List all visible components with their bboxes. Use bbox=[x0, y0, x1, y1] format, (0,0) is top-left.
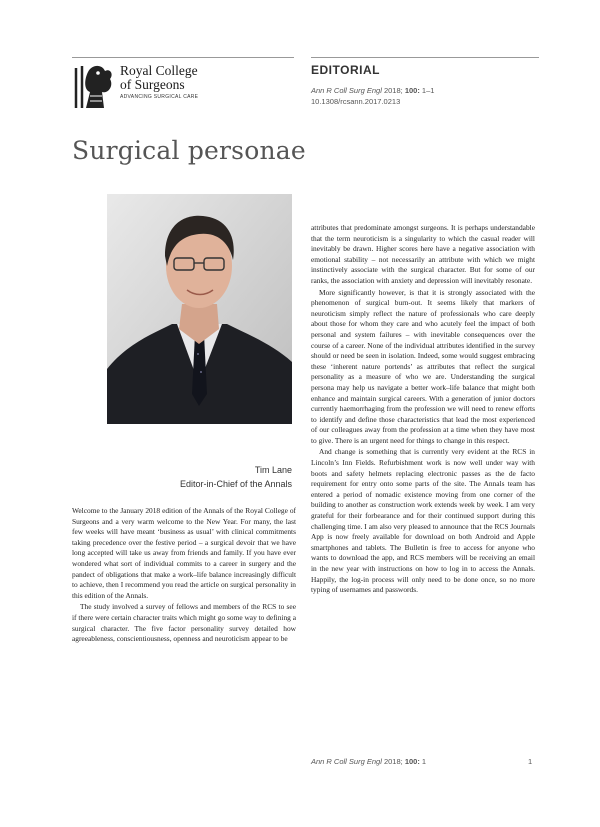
header-rule-left bbox=[72, 57, 294, 58]
cite-year: 2018; bbox=[381, 86, 405, 95]
paragraph: attributes that predominate amongst surgeons. It is perhaps understandable that the term neuroticism is a singularity to which the casual reader will inevitably be drawn. Higher scores here have a negative association with emotional stability – not necessarily an attribute with which we might instinctively associate with the surgical character. But for some of our ranks, the association with anxiety and depression will inevitably resonate. bbox=[311, 223, 535, 285]
author-photo bbox=[107, 194, 292, 424]
header-rule-right bbox=[311, 57, 539, 58]
author-role: Editor-in-Chief of the Annals bbox=[179, 479, 292, 489]
cite-pages: 1–1 bbox=[419, 86, 435, 95]
doi-text[interactable]: 10.1308/rcsann.2017.0213 bbox=[311, 97, 401, 106]
footer-pages: 1 bbox=[419, 757, 427, 766]
cite-volume: 100: bbox=[404, 86, 420, 95]
footer-year: 2018; bbox=[381, 757, 405, 766]
paragraph: Welcome to the January 2018 edition of the Annals of the Royal College of Surgeons and a very warm welcome to the New Year. For many, the last few weeks will have meant ‘business as usual’ with clinical commitments taking precedence over the festive period – a surgical devoir that we have long accepted will take us away from friends and family. If you have ever wondered what sort of individual commits to a career in surgery and the pandect of obligations that make a work–life balance increasingly difficult to achieve, then I recommend you read the article on surgical personality in this edition of the Annals. bbox=[72, 506, 296, 600]
footer-journal: Ann R Coll Surg Engl bbox=[311, 757, 382, 766]
logo-line-1: Royal College bbox=[120, 63, 198, 78]
rcs-logo bbox=[72, 62, 222, 112]
article-citation bbox=[311, 85, 434, 107]
body-column-right bbox=[311, 223, 535, 596]
paragraph: And change is something that is currently very evident at the RCS in Lincoln’s Inn Fields. Refurbishment work is now well under way with boots and safety helmets replacing electronic passes as the de facto requirement for entry onto some parts of the site. The Annals team has entered a period of nomadic existence moving from one corner of the building to another as construction work extends week by week. I am very grateful for their forbearance and for their continued support during this challenging time. I am also very pleased to announce that the RCS Journals App is now freely available for download on both Android and Apple smartphones and tablets. The Bulletin is free to access for anyone who wants to download the app, and RCS members will be receiving an email in the new year with instructions on how to log in to access the Annals. Happily, the log-in process will only need to be done once, so no more typing of usernames and passwords. bbox=[311, 447, 535, 595]
logo-line-2: of Surgeons bbox=[120, 77, 185, 92]
logo-wordmark bbox=[120, 64, 198, 92]
section-label: EDITORIAL bbox=[311, 63, 380, 77]
paragraph: The study involved a survey of fellows and members of the RCS to see if there were certain character traits which might go some way to defining a surgical character. The five factor personality survey detailed how agreeableness, conscientiousness, openness and neuroticism appear to be bbox=[72, 602, 296, 644]
page-number: 1 bbox=[528, 757, 533, 766]
paragraph: More significantly however, is that it is strongly associated with the phenomenon of surgical burn-out. It seems likely that markers of neuroticism simply reflect the nature of professionals who care deeply about those for whom they care and who acutely feel the impact of both personal and system failures – with inevitable consequences over the course of a career. None of the individual attributes identified in the survey should or need be seen in isolation. Indeed, some would suggest embracing these ‘inherent nature portends’ as attributes that reflect the surgical personality as a measure of who we are. Understanding the surgical persona may help us navigate a better work–life balance that might both enhance and maintain surgical careers. With a generation of junior doctors currently haemorrhaging from the profession we will need to renew efforts to identify and define those characteristics that lead the most experienced of our colleagues away from the profession at a time when they have most to give. There is an urgent need for things to change in this respect. bbox=[311, 287, 535, 445]
cite-journal: Ann R Coll Surg Engl bbox=[311, 86, 382, 95]
author-name: Tim Lane bbox=[254, 465, 292, 475]
article-title: Surgical personae bbox=[72, 136, 306, 165]
logo-tagline: ADVANCING SURGICAL CARE bbox=[120, 94, 199, 100]
crest-icon bbox=[72, 62, 116, 112]
footer-citation bbox=[311, 757, 426, 766]
footer-volume: 100: bbox=[404, 757, 420, 766]
body-column-left bbox=[72, 506, 296, 645]
